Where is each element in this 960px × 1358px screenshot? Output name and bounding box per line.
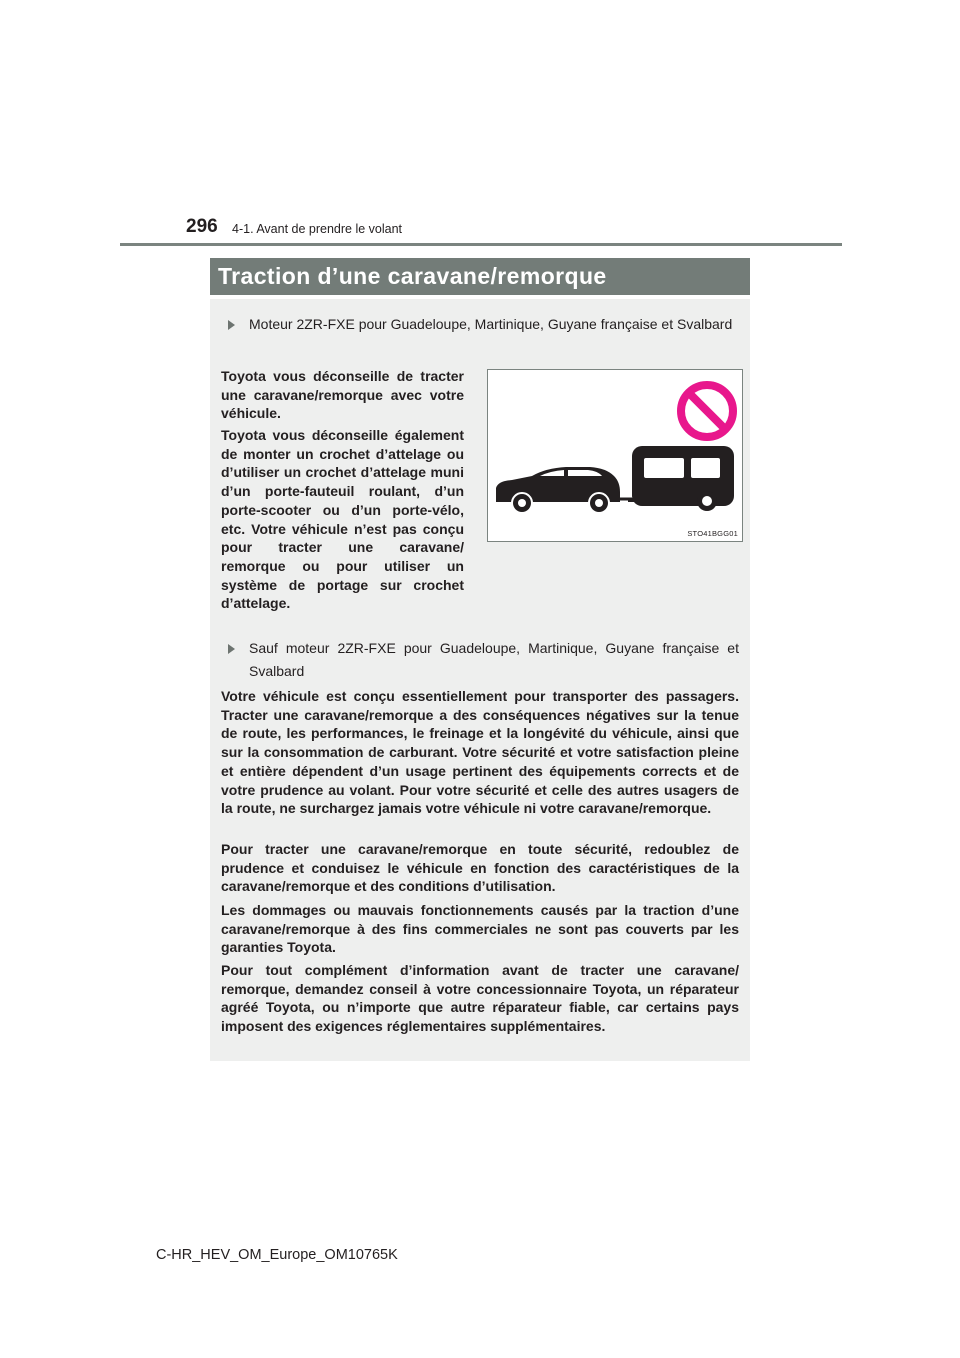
paragraph-advice-hitch: Toyota vous déconseille également de monter un crochet d’attelage ou d’utiliser un crochet d’attelage muni d’un porte-fauteuil roulant, d’un porte-scooter ou d’un porte-vélo, etc. Votre véhicule n’est pas conçu pour tracter une caravane/ remorque ou pour utiliser un système de portage sur crochet d’attelage.: [221, 427, 464, 612]
towing-illustration: [487, 369, 743, 542]
paragraph-more-info: Pour tout complément d’information avant de tracter une caravane/ remorque, demandez conseil à votre concessionnaire Toyota, un réparateur agréé Toyota, ou n’importe que autre réparateur fiable, car certains pays imposent des exigences réglementaires supplémentaires.: [221, 962, 739, 1035]
figure-code: STO41BGG01: [687, 529, 738, 538]
paragraph-advice-towing: Toyota vous déconseille de tracter une caravane/remorque avec votre véhicule.: [221, 368, 464, 422]
car-icon: [496, 467, 620, 513]
paragraph-vehicle-purpose: Votre véhicule est conçu essentiellement pour transporter des passagers. Tracter une caravane/remorque a des conséquences négatives sur la tenue de route, les performances, le freinage et la longévité du véhicule, ainsi que sur la consommation de carburant. Votre sécurité et votre satisfaction pleine et entière dépendent d’un usage pertinent des équipements corrects et de votre prudence au volant. Pour votre sécurité et celle des autres usagers de la route, ne surchargez jamais votre véhicule ni votre caravane/remorque.: [221, 688, 739, 817]
prohibition-icon: [681, 385, 733, 437]
footer-document-code: C-HR_HEV_OM_Europe_OM10765K: [156, 1247, 398, 1263]
paragraph-towing-safety: Pour tracter une caravane/remorque en toute sécurité, redoublez de prudence et conduisez le véhicule en fonction des caractéristiques de la caravane/remorque et des conditions d’utilisation.: [221, 841, 739, 895]
bullet-text: Moteur 2ZR-FXE pour Guadeloupe, Martinique, Guyane française et Svalbard: [249, 316, 733, 332]
paragraph-warranty: Les dommages ou mauvais fonctionnements causés par la traction d’une caravane/remorque à des fins commerciales ne sont pas couverts par les garanties Toyota.: [221, 902, 739, 956]
bullet-text: Sauf moteur 2ZR-FXE pour Guadeloupe, Martinique, Guyane française et Svalbard: [249, 640, 739, 679]
section-title: Traction d’une caravane/remorque: [210, 258, 750, 295]
caravan-icon: [628, 446, 734, 511]
header-rule: [120, 243, 842, 246]
towing-prohibited-graphic: [488, 370, 742, 541]
page-number: 296: [186, 216, 218, 237]
bullet-arrow-icon: [228, 644, 235, 654]
bullet-arrow-icon: [228, 320, 235, 330]
section-path: 4-1. Avant de prendre le volant: [232, 222, 403, 236]
